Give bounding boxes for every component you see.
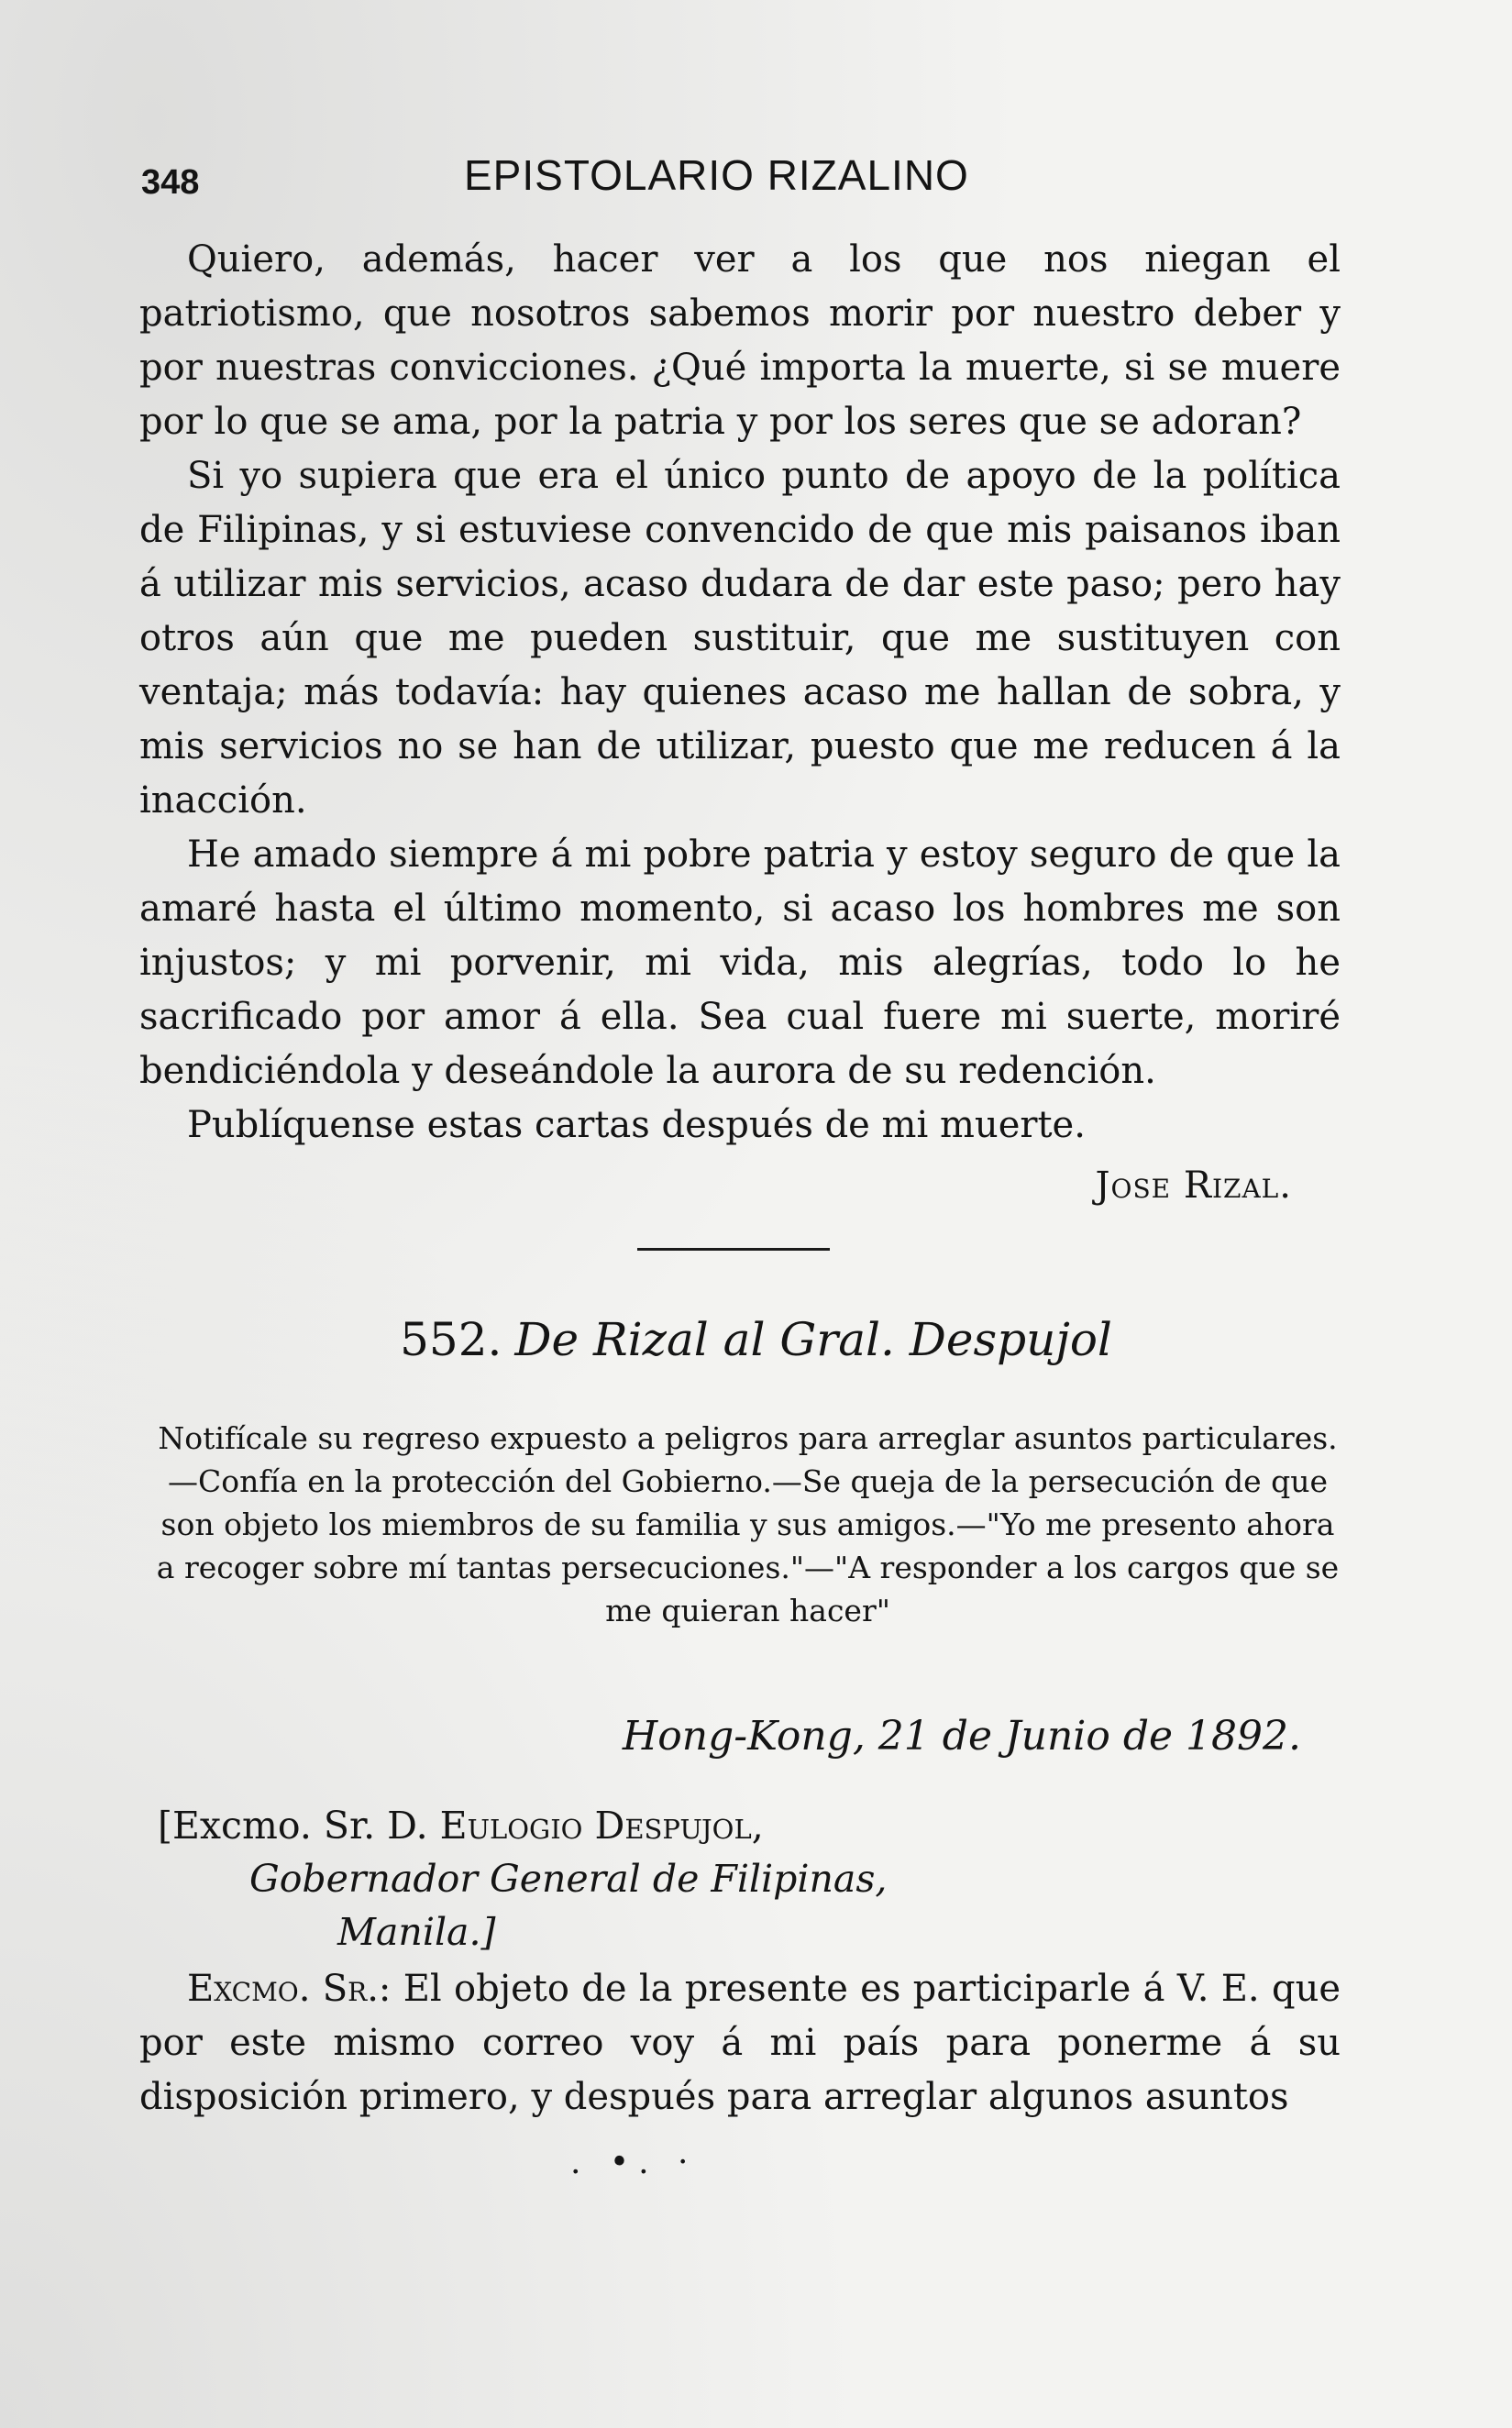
section-number: 552.: [400, 1313, 502, 1366]
section-heading: [0, 1313, 1512, 1366]
address-line-1: [158, 1799, 887, 1852]
section-summary: Notifícale su regreso expuesto a peligros para arreglar asuntos particulares.—Confía en la protección del Gobierno.—Se queja de la persecución de que son objeto los miembros de su familia y sus amigos.—"Yo me presento ahora a recoger sobre mí tantas persecuciones."—"A responder a los cargos que se me quieran hacer": [156, 1420, 1340, 1628]
address-line-3: Manila.]: [337, 1910, 496, 1954]
addressee-name: Eulogio Despujol: [439, 1804, 752, 1848]
address-line-2: Gobernador General de Filipinas,: [249, 1857, 888, 1901]
letter-paragraph: Publíquense estas cartas después de mi muerte.: [187, 1104, 1086, 1146]
letter-address: [158, 1799, 887, 1959]
letter-paragraph: He amado siempre á mi pobre patria y estoy seguro de que la amaré hasta el último momento, si acaso los hombres me son injustos; y mi porvenir, mi vida, mis alegrías, todo lo he sacrificado por amor á ella. Sea cual fuere mi suerte, moriré bendiciéndola y deseándole la aurora de su redención.: [139, 833, 1341, 1092]
letter-dateline: Hong-Kong, 21 de Junio de 1892.: [622, 1713, 1301, 1760]
letter-body: [139, 233, 1341, 1153]
letter-signature: Jose Rizal.: [1095, 1164, 1292, 1207]
footer-marks: . •. ·: [570, 2144, 698, 2181]
section-divider: [637, 1248, 830, 1251]
reply-paragraph: [139, 1962, 1341, 2124]
page-header: [138, 145, 1348, 200]
letter-paragraph: Si yo supiera que era el único punto de apoyo de la política de Filipinas, y si estuviese convencido de que mis paisanos iban á utilizar mis servicios, acaso dudara de dar este paso; pero hay otros aún que me pueden sustituir, que me sustituyen con ventaja; más todavía: hay quienes acaso me hallan de sobra, y mis servicios no se han de utilizar, puesto que me reducen á la inacción.: [139, 455, 1341, 822]
section-title: De Rizal al Gral. Despujol: [514, 1313, 1112, 1366]
reply-body: [139, 1962, 1341, 2124]
address-prefix: [Excmo. Sr. D.: [158, 1804, 440, 1848]
running-title: EPISTOLARIO RIZALINO: [464, 151, 969, 199]
reply-text: : El objeto de la presente es participarle á V. E. que por este mismo correo voy á mi país para ponerme á su disposición primero, y después para arreglar algunos asuntos: [139, 1968, 1341, 2118]
address-comma: ,: [751, 1804, 764, 1848]
letter-paragraph: Quiero, además, hacer ver a los que nos niegan el patriotismo, que nosotros sabemos morir por nuestro deber y por nuestras convicciones. ¿Qué importa la muerte, si se muere por lo que se ama, por la patria y por los seres que se adoran?: [139, 238, 1341, 443]
page-number: 348: [141, 163, 200, 202]
salutation: Excmo. Sr.: [187, 1968, 379, 2010]
